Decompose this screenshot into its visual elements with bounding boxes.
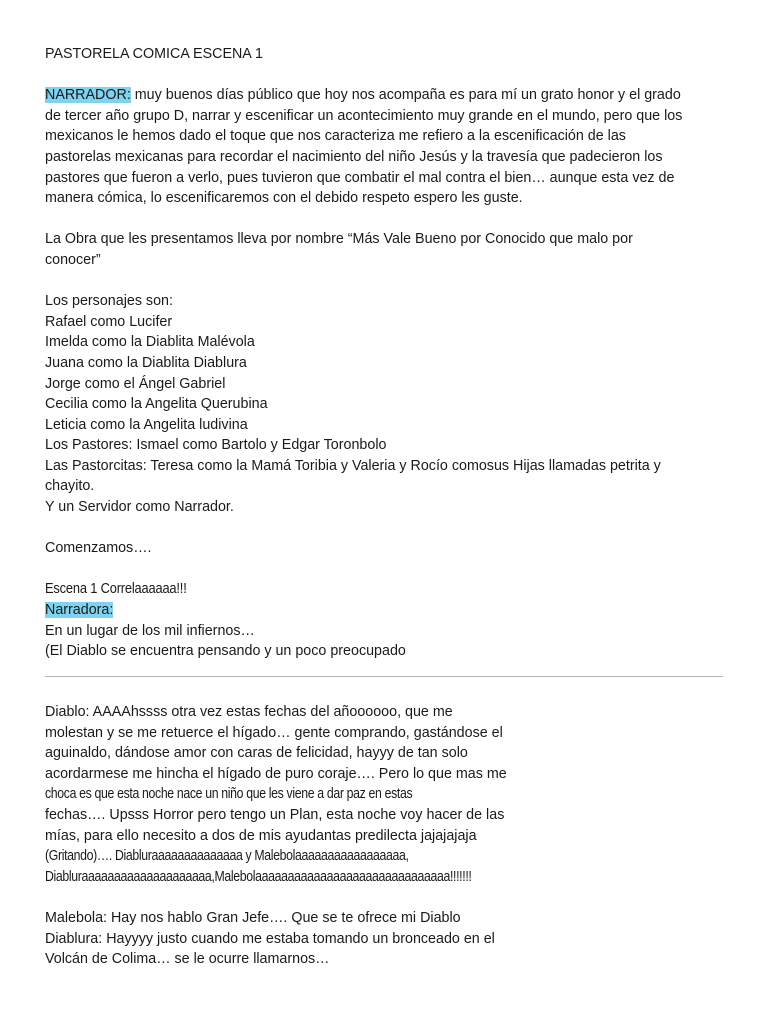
escena-label: Escena 1 Correlaaaaaa!!!	[45, 581, 187, 598]
obra-line: La Obra que les presentamos lleva por nombre “Más Vale Bueno por Conocido que malo por	[45, 231, 633, 248]
diablo-line: Diablo: AAAAhssss otra vez estas fechas del añoooooo, que me	[45, 704, 453, 720]
diablura-line: Diablura: Hayyyy justo cuando me estaba tomando un bronceado en el	[45, 930, 495, 947]
personaje-line: Las Pastorcitas: Teresa como la Mamá Toribia y Valeria y Rocío comosus Hijas llamadas petrita y	[45, 457, 661, 474]
dialogue-section	[45, 702, 545, 970]
diablo-line: molestan y se me retuerce el hígado… gente comprando, gastándose el	[45, 724, 503, 741]
diablo-line-narrow: choca es que esta noche nace un niño que les viene a dar paz en estas	[45, 786, 413, 803]
personaje-line: Jorge como el Ángel Gabriel	[45, 375, 226, 392]
diablo-line: mías, para ello necesito a dos de mis ayudantas predilecta jajajajaja	[45, 827, 477, 844]
personaje-line: Juana como la Diablita Diablura	[45, 354, 247, 371]
narrator-paragraph-line: pastores que fueron a verlo, pues tuvieron que combatir el mal contra el bien… aunque esta vez de	[45, 169, 675, 186]
diablo-line: aguinaldo, dándose amor con caras de felicidad, hayyy de tan solo	[45, 745, 468, 762]
personajes-heading: Los personajes son:	[45, 293, 173, 310]
personaje-line: Y un Servidor como Narrador.	[45, 499, 234, 516]
narradora-label: Narradora:	[45, 602, 114, 619]
narrator-label: NARRADOR:	[45, 87, 131, 104]
comenzamos-line: Comenzamos….	[45, 540, 152, 557]
personaje-line: Leticia como la Angelita ludivina	[45, 416, 248, 433]
narrator-paragraph-line-1: NARRADOR: muy buenos días público que hoy nos acompaña es para mí un grato honor y el grado	[45, 87, 681, 104]
document-intro	[45, 44, 735, 662]
personaje-line: chayito.	[45, 478, 95, 495]
section-divider	[45, 676, 723, 677]
obra-line: conocer”	[45, 251, 101, 268]
scene-line: En un lugar de los mil infiernos…	[45, 622, 255, 639]
escena-heading	[45, 579, 735, 600]
narrator-paragraph-line: manera cómica, lo escenificaremos con el debido respeto espero les guste.	[45, 190, 523, 207]
personaje-line: Cecilia como la Angelita Querubina	[45, 396, 268, 413]
diablo-line-narrow: Diabluraaaaaaaaaaaaaaaaaaaa,Malebolaaaaaaaaaaaaaaaaaaaaaaaaaaaaaa!!!!!!!	[45, 868, 472, 885]
personaje-line: Rafael como Lucifer	[45, 313, 173, 330]
narrator-paragraph-line: de tercer año grupo D, narrar y escenificar un acontecimiento muy grande en el mundo, pero que los	[45, 107, 683, 124]
narrator-paragraph-line: mexicanos le hemos dado el toque que nos caracteriza me refiero a la escenificación de las	[45, 128, 626, 145]
document-title: PASTORELA COMICA ESCENA 1	[45, 46, 263, 62]
diablo-line: fechas…. Upsss Horror pero tengo un Plan, esta noche voy hacer de las	[45, 806, 505, 823]
narrator-paragraph-line: pastorelas mexicanas para recordar el nacimiento del niño Jesús y la travesía que padecieron los	[45, 148, 663, 165]
malebola-line: Malebola: Hay nos hablo Gran Jefe…. Que se te ofrece mi Diablo	[45, 909, 461, 926]
diablo-line: acordarmese me hincha el hígado de puro coraje…. Pero lo que mas me	[45, 765, 507, 782]
diablura-line: Volcán de Colima… se le ocurre llamarnos…	[45, 951, 330, 968]
scene-line: (El Diablo se encuentra pensando y un poco preocupado	[45, 643, 406, 660]
narradora-line	[45, 600, 735, 621]
personaje-line: Los Pastores: Ismael como Bartolo y Edgar Toronbolo	[45, 437, 387, 454]
personaje-line: Imelda como la Diablita Malévola	[45, 334, 255, 351]
diablo-line-narrow: (Gritando)…. Diabluraaaaaaaaaaaaaa y Malebolaaaaaaaaaaaaaaaaa,	[45, 848, 409, 865]
